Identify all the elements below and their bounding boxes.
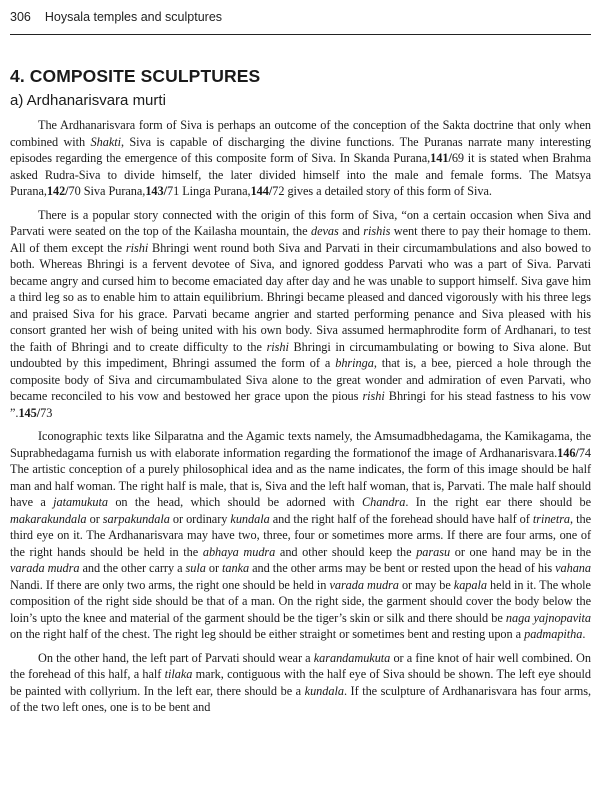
body-text [10, 117, 591, 716]
italic-term: tilaka [164, 667, 193, 681]
italic-term: sarpakundala [102, 511, 170, 526]
text-run: and [338, 224, 364, 238]
running-header [10, 0, 591, 35]
text-run: or [86, 511, 103, 526]
text-run: , Siva is capable of discharging the divine functions. The Puranas narrate many interesting episodes regarding the emergence of this composite form of Siva. In Skanda Purana, [10, 134, 591, 165]
footnote-reference: 146/ [557, 445, 579, 460]
text-run: 73 [40, 405, 53, 420]
text-run: 70 Siva Purana, [68, 184, 146, 198]
text-run: or a fine knot of hair well combined. On the forehead of this half, a half [10, 650, 591, 681]
text-run: and the right half of the forehead should have half of [269, 511, 533, 526]
italic-term: kapala [453, 577, 487, 592]
section-title: 4. COMPOSITE SCULPTURES [10, 66, 261, 86]
italic-term: padmapitha [524, 627, 583, 641]
text-run: went there to pay their homage to them. All of them except the [10, 224, 591, 255]
italic-term: vahana [555, 561, 591, 575]
text-run: on the right half of the chest. The right leg should be either straight or sometimes bent and resting upon a [10, 627, 525, 641]
text-run: The Ardhanarisvara form of Siva is perhaps an outcome of the conception of the Sakta doctrine that only when combined with [10, 118, 591, 149]
section-subtitle: a) Ardhanarisvara murti [10, 92, 166, 109]
body-paragraph [10, 650, 591, 716]
text-run: 71 Linga Purana, [167, 184, 251, 198]
italic-term: bhringa [335, 356, 374, 370]
italic-term: rishi [125, 240, 149, 255]
italic-term: Shakti [90, 134, 121, 149]
text-run: mark, contiguous with the half eye of Siva should be shown. The left eye should be painted with collyrium. In the left ear, there should be a [10, 667, 591, 698]
footnote-reference: 144/ [250, 184, 273, 198]
body-paragraph [10, 207, 591, 422]
text-run: . If the sculpture of Ardhanarisvara has four arms, of the two left ones, one is to be bent and [10, 683, 591, 714]
italic-term: rishi [362, 389, 385, 403]
page-number: 306 [10, 10, 31, 24]
text-run: , the third eye on it. The Ardhanarisvara may have two, three, four or sometimes more arms. If there are four arms, one of the right hands should be held in the [10, 511, 591, 559]
body-paragraph [10, 117, 591, 200]
italic-term: naga yajnopavita [505, 610, 591, 625]
italic-term: abhaya mudra [202, 544, 276, 559]
footnote-reference: 141/ [430, 151, 452, 165]
footnote-reference: 142/ [46, 184, 69, 198]
text-run: or may be [398, 577, 454, 592]
text-run: and the other carry a [79, 561, 186, 575]
text-run: 69 it is stated when Brahma asked Rudra-Siva to divide himself, the later divided himself into the male and female forms. The Matsya Purana, [10, 151, 591, 198]
italic-term: tanka [222, 561, 250, 575]
text-run: , that is, a bee, pierced a hole through the composite body of Siva and circumambulated Siva alone to the great wonder and admiration of even Parvati, who became reconciled to his vow and bestowed her grace upon the pious [10, 356, 591, 403]
italic-term: jatamukuta [53, 495, 108, 509]
running-title: Hoysala temples and sculptures [44, 10, 223, 24]
text-run: held in it. The whole composition of the right side should be that of a man. On the right side, the garment should cover the body below the loin’s upto the knee and material of the garment should be the tiger’s skin or silk and there should be [10, 577, 591, 625]
text-run: There is a popular story connected with the origin of this form of Siva, “on a certain occasion when Siva and Parvati were seated on the top of the Kailasha mountain, the [10, 207, 591, 238]
text-run: Bhringi went round both Siva and Parvati in their circumambulations and also bowed to both. Whereas Bhringi is a fervent devotee of Siva, and ignored goddess Parvati who was a part of Siva. Parvati became angry and cursed him to become emaciated day after day and he was unable to support himself. Siva gave him a third leg so as to enable him to attain equilibrium. Bhringi became pleased and danced vigorously with his three legs and praised Siva for his grace. Parvati became angrier and started performing penance and Siva pleased with his consort granted her wish of being united with his own body. Siva assumed hermaphrodite form of Ardhanari, to test the faith of Bhringi and to create difficulty to the [10, 240, 591, 354]
italic-term: rishi [266, 339, 289, 354]
italic-term: sula [185, 561, 206, 575]
text-run: . In the right ear there should be [405, 495, 591, 509]
footnote-reference: 145/ [18, 405, 41, 420]
italic-term: devas [310, 224, 339, 238]
text-run: Nandi. If there are only two arms, the right one should be held in [10, 577, 330, 592]
italic-term: kundala [230, 511, 270, 526]
footnote-reference: 143/ [145, 184, 167, 198]
text-run: or [205, 561, 223, 575]
text-run: 72 gives a detailed story of this form of Siva. [272, 184, 492, 198]
text-run: Bhringi in circumambulating or bowing to Siva alone. But undoubted by this impediment, Bhringi assumed the form of a [10, 339, 591, 370]
italic-term: trinetra [532, 511, 571, 526]
italic-term: Chandra [361, 495, 406, 509]
italic-term: varada mudra [10, 561, 80, 575]
text-run: and other should keep the [275, 544, 417, 559]
italic-term: makarakundala [10, 511, 87, 526]
text-run: . [582, 627, 586, 641]
text-run: On the other hand, the left part of Parvati should wear a [38, 650, 314, 665]
italic-term: kundala [304, 683, 344, 698]
text-run: on the head, which should be adorned with [107, 495, 362, 509]
text-run: or ordinary [169, 511, 231, 526]
text-run: and the other arms may be bent or rested upon the head of his [249, 561, 556, 575]
body-paragraph [10, 428, 591, 643]
italic-term: parasu [416, 544, 451, 559]
text-run: Iconographic texts like Silparatna and the Agamic texts namely, the Amsumadbhedagama, the Kamikagama, the Suprabhedagama furnish us with elaborate information regarding the formationof the image of Ardhanarisvara. [10, 429, 591, 460]
italic-term: varada mudra [329, 577, 399, 592]
italic-term: karandamukuta [313, 650, 391, 665]
text-run: Bhringi for his stead fastness to his vow ”. [10, 389, 591, 420]
text-run: or one hand may be in the [450, 544, 591, 559]
italic-term: rishis [363, 224, 391, 238]
text-run: 74 The artistic conception of a purely philosophical idea and as the name indicates, the form of this image should be half man and half woman. The right half is male, that is, Siva and the left half woman, that is, Parvati. The male half should have a [10, 445, 591, 509]
